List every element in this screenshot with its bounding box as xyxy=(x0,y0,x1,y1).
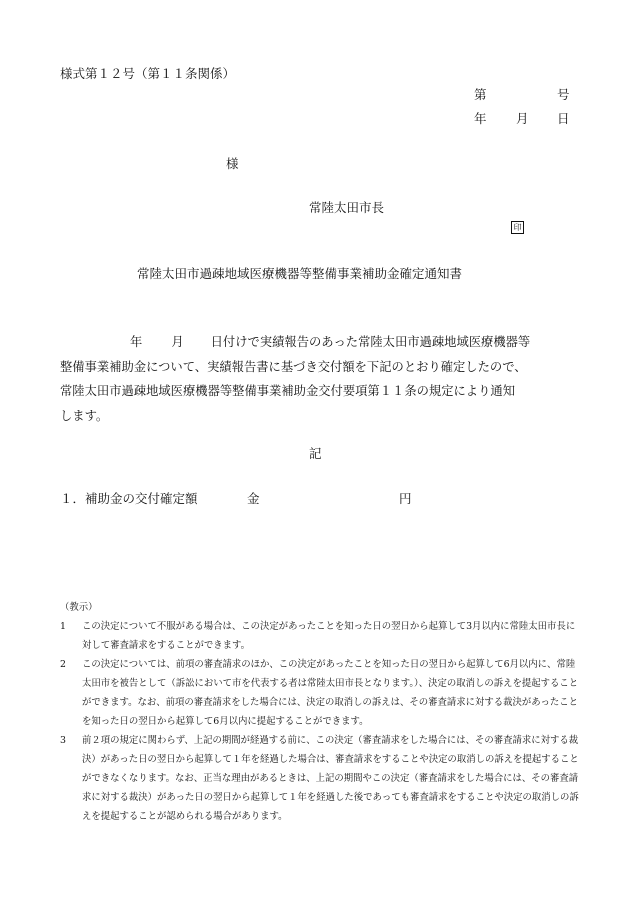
seal-icon: 印 xyxy=(511,221,524,234)
body-date-year: 年 xyxy=(130,335,143,349)
notice-item-text: 前２項の規定に関わらず、上記の期間が経過する前に、この決定（審査請求をした場合には、その審査請求に対する裁決）があった日の翌日から起算して１年を経過した場合は、審査請求をすることや決定の取消しの訴えを提起することができなくなります。なお、正当な理由があるときは、上記の期間やこの決定（審査請求をした場合には、その審査請求に対する裁決）があった日の翌日から起算して１年を経過した後であっても審査請求をすることや決定の取消しの訴えを提起することが認められる場合があります。 xyxy=(82,735,579,822)
form-label: 様式第１２号（第１１条関係） xyxy=(60,66,236,81)
body-line-2: 整備事業補助金について、実績報告書に基づき交付額を下記のとおり確定したので、 xyxy=(60,359,527,374)
issuer-name: 常陸太田市長 xyxy=(309,200,385,215)
ki-heading: 記 xyxy=(309,446,322,461)
seal-mark xyxy=(501,198,524,236)
notice-item-number: 3 xyxy=(60,735,66,746)
notice-item-text: この決定について不服がある場合は、この決定があったことを知った日の翌日から起算して3月以内に常陸太田市長に対して審査請求をすることができます。 xyxy=(82,621,576,651)
item1-yen: 円 xyxy=(399,491,412,506)
date-year: 年 xyxy=(474,111,487,126)
body-date-month: 月 xyxy=(171,335,184,349)
item1-kin: 金 xyxy=(247,491,260,506)
addressee-suffix: 様 xyxy=(226,156,239,171)
doc-number-prefix: 第 xyxy=(474,87,487,102)
notice-item-number: 1 xyxy=(60,621,66,632)
body-line-3: 常陸太田市過疎地域医療機器等整備事業補助金交付要項第１１条の規定により通知 xyxy=(60,384,515,398)
date-month: 月 xyxy=(516,111,529,126)
date-day: 日 xyxy=(557,111,570,126)
document-title: 常陸太田市過疎地域医療機器等整備事業補助金確定通知書 xyxy=(137,266,463,281)
notice-item-number: 2 xyxy=(60,659,66,670)
item1-label: １．補助金の交付確定額 xyxy=(60,491,198,506)
notice-item xyxy=(60,655,580,731)
body-line-4: します。 xyxy=(60,408,109,423)
notice-item xyxy=(60,617,580,655)
body-line-1 xyxy=(60,335,530,349)
doc-number-suffix: 号 xyxy=(557,87,570,102)
notice-title: （教示） xyxy=(60,602,98,613)
body-paragraph xyxy=(60,330,580,428)
body-line-1-text: 日付けで実績報告のあった常陸太田市過疎地域医療機器等 xyxy=(210,335,531,349)
notice-item xyxy=(60,731,580,826)
notice-section xyxy=(60,598,580,826)
notice-item-text: この決定については、前項の審査請求のほか、この決定があったことを知った日の翌日から起算して6月以内に、常陸太田市を被告として（訴訟において市を代表する者は常陸太田市長となります。）、決定の取消しの訴えを提起することができます。なお、前項の審査請求をした場合には、決定の取消しの訴えは、その審査請求に対する裁決があったことを知った日の翌日から起算して6月以内に提起することができます。 xyxy=(82,659,579,727)
